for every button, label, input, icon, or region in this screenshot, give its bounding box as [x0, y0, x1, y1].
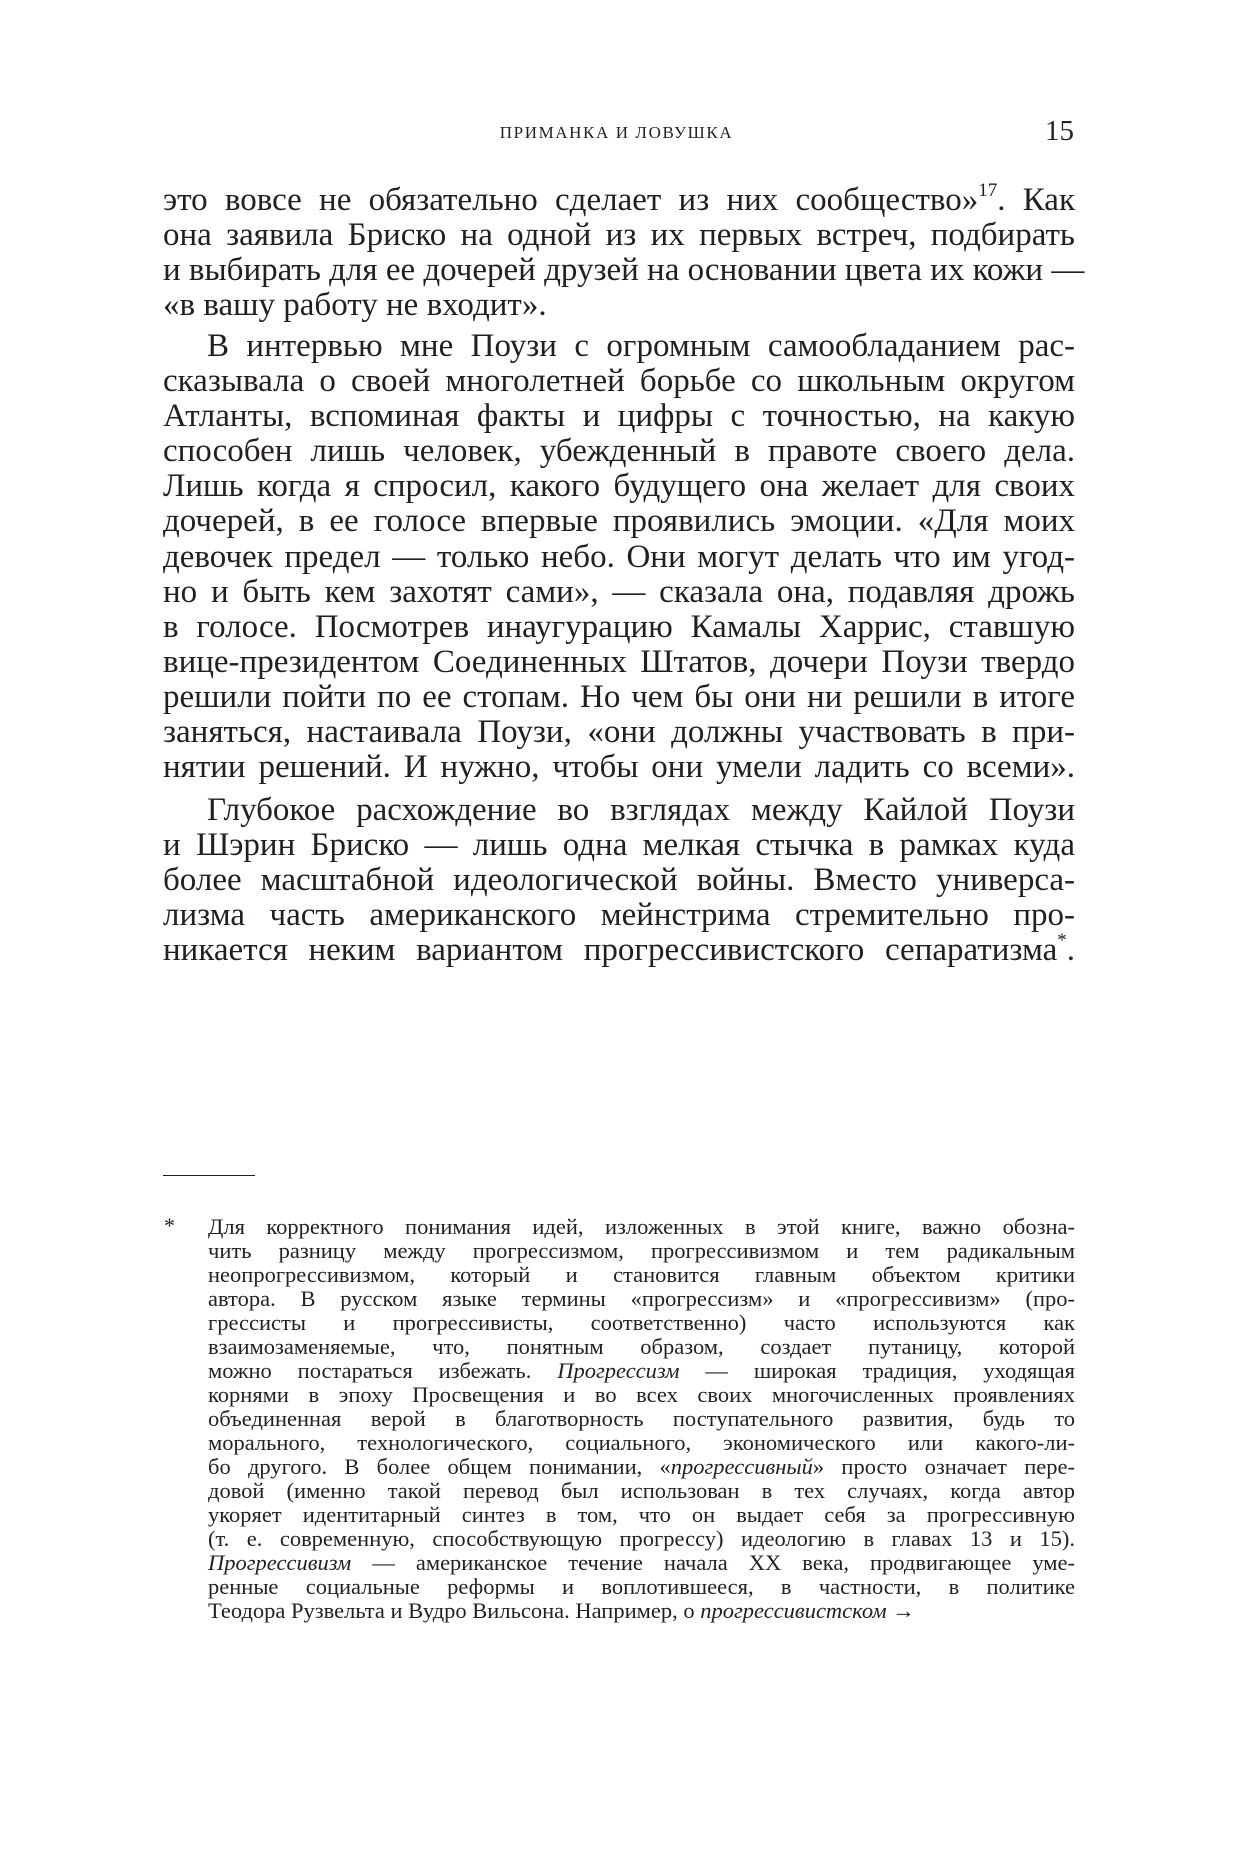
body-line: «в вашу работу не входит». — [163, 287, 547, 323]
footnote-text: — широкая традиция, уходящая — [679, 1358, 1075, 1383]
body-line: она заявила Бриско на одной из их первых встреч, подбирать — [163, 217, 1075, 253]
footnote-line: неопрогрессивизмом, который и становится главным объектом критики — [208, 1262, 1075, 1287]
footnote-line: укоряет идентитарный синтез в том, что он выдает себя за прогрессивную — [208, 1502, 1075, 1527]
footnote-line: автора. В русском языке термины «прогрессизм» и «прогрессивизм» (про- — [208, 1286, 1075, 1311]
body-line: Атланты, вспоминая факты и цифры с точностью, на какую — [163, 398, 1075, 434]
footnote-line: грессисты и прогрессивисты, соответственно) часто используются как — [208, 1310, 1075, 1335]
footnote-text: » просто означает пере- — [812, 1454, 1075, 1479]
footnote-line: ренные социальные реформы и воплотившееся, в частности, в политике — [208, 1574, 1075, 1599]
body-line: более масштабной идеологической войны. Вместо универса- — [163, 862, 1075, 898]
body-line-text: никается неким вариантом прогрессивистского сепаратизма — [163, 932, 1058, 968]
body-line: В интервью мне Поузи с огромным самообладанием рас- — [207, 328, 1075, 364]
body-line: способен лишь человек, убежденный в правоте своего дела. — [163, 433, 1075, 469]
page-number: 15 — [1045, 115, 1074, 147]
footnote-term: Прогрессивизм — [208, 1550, 352, 1575]
body-line: но и быть кем захотят сами», — сказала она, подавляя дрожь — [163, 574, 1075, 610]
body-line: сказывала о своей многолетней борьбе со школьным округом — [163, 363, 1075, 399]
footnote-line: корнями в эпоху Просвещения и во всех своих многочисленных проявлениях — [208, 1382, 1075, 1407]
body-line: и выбирать для ее дочерей друзей на основании цвета их кожи — — [163, 252, 1085, 288]
footnote-line: взаимозаменяемые, что, понятным образом, создает путаницу, которой — [208, 1334, 1075, 1359]
footnote-line: чить разницу между прогрессизмом, прогрессивизмом и тем радикальным — [208, 1238, 1075, 1263]
footnote-text: можно постараться избежать. — [208, 1358, 532, 1383]
continued-arrow: → — [886, 1598, 915, 1623]
footnote-line: Для корректного понимания идей, изложенных в этой книге, важно обозна- — [208, 1214, 1075, 1239]
footnote-line: морального, технологического, социального, экономического или какого-ли- — [208, 1430, 1075, 1455]
body-line-text: это вовсе не обязательно сделает из них сообщество» — [163, 182, 979, 218]
footnote-line: (т. е. современную, способствующую прогрессу) идеологию в главах 13 и 15). — [208, 1526, 1075, 1551]
footnote-text: бо другого. В более общем понимании, « — [208, 1454, 671, 1479]
footnote-line: довой (именно такой перевод был использован в тех случаях, когда автор — [208, 1478, 1075, 1503]
body-line: девочек предел — только небо. Они могут делать что им угод- — [163, 539, 1075, 575]
footnote-term: Прогрессизм — [557, 1358, 680, 1383]
footnote-mark: * — [164, 1213, 175, 1238]
body-line: решили пойти по ее стопам. Но чем бы они ни решили в итоге — [163, 679, 1075, 715]
running-head: ПРИМАНКА И ЛОВУШКА — [499, 123, 734, 142]
body-line: и Шэрин Бриско — лишь одна мелкая стычка в рамках куда — [163, 827, 1075, 863]
footnote-reference: * — [1057, 930, 1067, 951]
footnote-term: прогрессивный — [670, 1454, 813, 1479]
body-line: вице-президентом Соединенных Штатов, дочери Поузи твердо — [163, 644, 1075, 680]
footnote-text: Теодора Рузвельта и Вудро Вильсона. Например, о — [208, 1598, 695, 1623]
body-line: Глубокое расхождение во взглядах между Кайлой Поузи — [207, 792, 1075, 828]
footnote-text: — американское течение начала XX века, продвигающее уме- — [372, 1550, 1076, 1575]
footnote-rule — [163, 1175, 255, 1176]
body-line: лизма часть американского мейнстрима стремительно про- — [163, 897, 1075, 933]
footnote-line: объединенная верой в благотворность поступательного развития, будь то — [208, 1406, 1075, 1431]
footnote-line — [208, 1596, 1075, 1625]
body-line: Лишь когда я спросил, какого будущего она желает для своих — [163, 468, 1075, 504]
body-line-text: . — [1066, 932, 1075, 968]
body-line — [163, 928, 1075, 972]
footnote-term: прогрессивистском — [700, 1598, 887, 1623]
body-line: в голосе. Посмотрев инаугурацию Камалы Харрис, ставшую — [163, 609, 1075, 645]
body-line: нятии решений. И нужно, чтобы они умели ладить со всеми». — [163, 749, 1075, 785]
body-line-text: . Как — [997, 182, 1075, 218]
endnote-reference: 17 — [978, 180, 998, 201]
body-line: дочерей, в ее голосе впервые проявились эмоции. «Для моих — [163, 503, 1075, 539]
body-line: заняться, настаивала Поузи, «они должны участвовать в при- — [163, 714, 1075, 750]
